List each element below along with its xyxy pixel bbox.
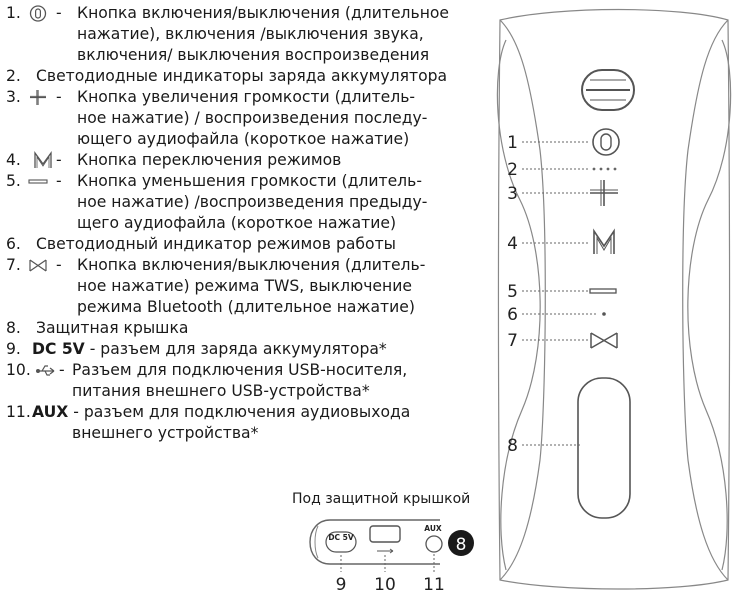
cover-label: Под защитной крышкой (292, 491, 471, 507)
legend-number: 5. (6, 172, 21, 190)
callout-4: 4 (507, 234, 518, 254)
button-tws[interactable] (591, 333, 617, 348)
legend-number: 3. (6, 88, 21, 106)
legend-number: 11. (6, 403, 31, 421)
battery-leds (593, 168, 617, 171)
port-callouts (336, 575, 445, 595)
callout-1: 1 (507, 133, 518, 153)
legend-dash: - (56, 172, 62, 190)
button-volume-up[interactable] (590, 180, 618, 206)
legend-text: Светодиодный индикатор режимов работы (36, 235, 396, 253)
legend-number: 9. (6, 340, 21, 358)
legend-number: 7. (6, 256, 21, 274)
legend-text: Кнопка включения/выключения (длительное нажатие), включения /выключения звука, включения/ выключения воспроизведения (77, 4, 450, 64)
button-mode[interactable] (594, 231, 614, 254)
protective-cover[interactable] (578, 378, 630, 518)
callout-9: 9 (335, 575, 347, 595)
legend-dash: - (56, 88, 62, 106)
callout-8: 8 (507, 436, 518, 456)
callout-5: 5 (507, 282, 518, 302)
legend-text: AUX - разъем для подключения аудиовыхода внешнего устройства* (32, 403, 411, 442)
legend-text: Кнопка уменьшения громкости (длитель- ное нажатие) /воспроизведения предыду- щего аудиофайла (короткое нажатие) (77, 172, 428, 232)
legend-text: Защитная крышка (36, 319, 189, 337)
button-power[interactable] (593, 129, 619, 155)
callout-6: 6 (507, 305, 518, 325)
callout-2: 2 (507, 160, 518, 180)
legend-dash: - (56, 151, 62, 169)
legend-text: Кнопка переключения режимов (77, 151, 342, 169)
callout-numbers (507, 133, 518, 456)
legend-text: Кнопка включения/выключения (длитель- ное нажатие) режима TWS, выключение режима Bluetooth (длительное нажатие) (77, 256, 426, 316)
callout-3: 3 (507, 184, 518, 204)
cover-badge-number: 8 (455, 535, 467, 555)
callout-7: 7 (507, 331, 518, 351)
legend-text: Разъем для подключения USB-носителя, питания внешнего USB-устройства* (72, 361, 408, 400)
port-leaders (341, 554, 434, 572)
legend-number: 8. (6, 319, 21, 337)
legend-text: Светодиодные индикаторы заряда аккумулятора (36, 67, 448, 85)
carry-strap-loop (582, 70, 634, 110)
legend-number: 2. (6, 67, 21, 85)
dc-port-label: DC 5V (328, 533, 354, 542)
aux-port (426, 536, 442, 552)
legend-dash: - (56, 256, 62, 274)
legend-number: 1. (6, 4, 21, 22)
legend-dash: - (59, 361, 65, 379)
callout-leaders (522, 142, 598, 445)
usb-port (370, 526, 400, 542)
port-panel (310, 520, 474, 564)
legend-text: DC 5V - разъем для заряда аккумулятора* (32, 340, 387, 358)
legend-text: Кнопка увеличения громкости (длитель- ное нажатие) / воспроизведения последу- ющего аудиофайла (короткое нажатие) (77, 88, 428, 148)
callout-10: 10 (374, 575, 396, 595)
aux-port-label: AUX (424, 524, 442, 533)
legend-number: 6. (6, 235, 21, 253)
button-volume-down[interactable] (590, 289, 616, 293)
speaker-body (497, 10, 730, 590)
legend-number: 4. (6, 151, 21, 169)
callout-11: 11 (423, 575, 445, 595)
mode-led (602, 312, 606, 316)
usb-port-icon (377, 549, 393, 553)
legend-dash: - (56, 4, 62, 22)
legend-number: 10. (6, 361, 31, 379)
